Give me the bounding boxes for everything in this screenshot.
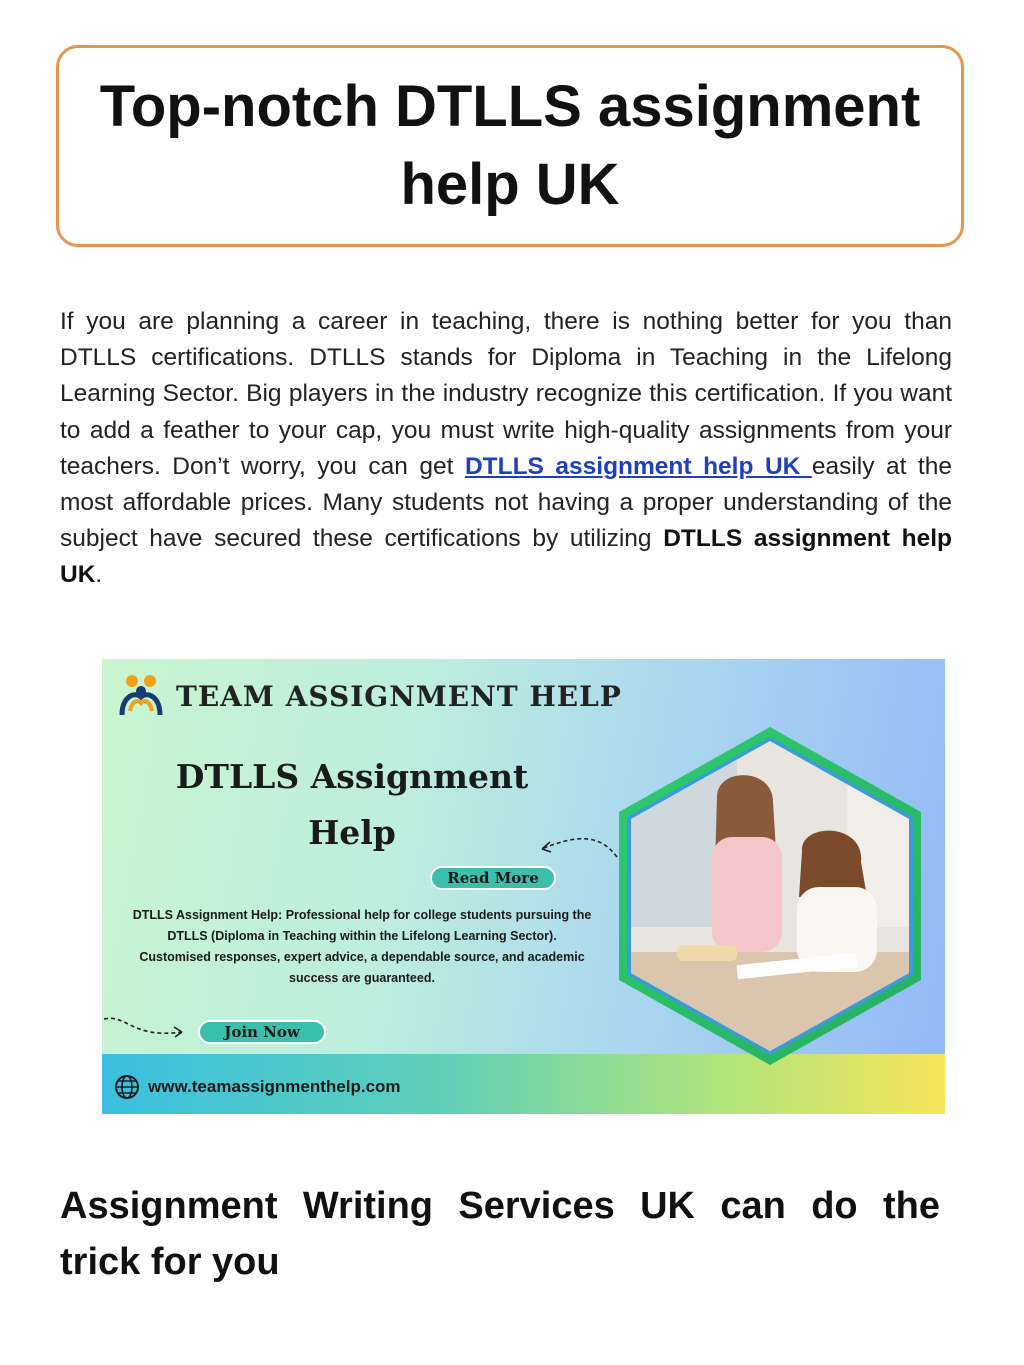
page-title: Top-notch DTLLS assignment help UK (99, 74, 921, 217)
brand-header (116, 671, 622, 721)
title-box (56, 45, 964, 247)
students-photo-hexagon (617, 727, 923, 1065)
section-heading: Assignment Writing Services UK can do the trick for you (60, 1185, 940, 1283)
end-text: . (95, 561, 103, 589)
join-now-button[interactable]: Join Now (198, 1020, 326, 1044)
website-url: www.teamassignmenthelp.com (148, 1077, 401, 1096)
dtlls-help-link[interactable]: DTLLS assignment help UK (464, 452, 812, 480)
team-logo-icon (116, 671, 166, 721)
read-more-button[interactable]: Read More (430, 866, 556, 890)
middle-text: easily at the most affordable prices. Many students not having a proper understanding of the subject have secured these certifications by utilizing (60, 452, 952, 553)
promo-banner-image (102, 659, 945, 1114)
intro-text: If you are planning a career in teaching, there is nothing better for you than DTLLS certifications. DTLLS stands for Diploma in Teaching in the Lifelong Learning Sector. Big players in the industry recognize this certification. If you want to add a feather to your cap, you must write high-quality assignments from your teachers. Don’t worry, you can get (60, 308, 952, 480)
banner-description: DTLLS Assignment Help: Professional help for college students pursuing the DTLLS (Diploma in Teaching within the Lifelong Learning Sector). Customised responses, expert advice, a dependable source, and academic success are guaranteed. (132, 908, 592, 985)
dashed-arrow-icon (532, 827, 622, 867)
intro-paragraph (60, 304, 952, 594)
dashed-arrow-icon (102, 1014, 192, 1044)
brand-name: TEAM ASSIGNMENT HELP (176, 679, 622, 713)
banner-heading: DTLLS Assignment Help (175, 757, 529, 852)
globe-icon (114, 1074, 140, 1100)
bold-keyword: DTLLS assignment help UK (60, 525, 953, 589)
banner-website (114, 1074, 401, 1100)
